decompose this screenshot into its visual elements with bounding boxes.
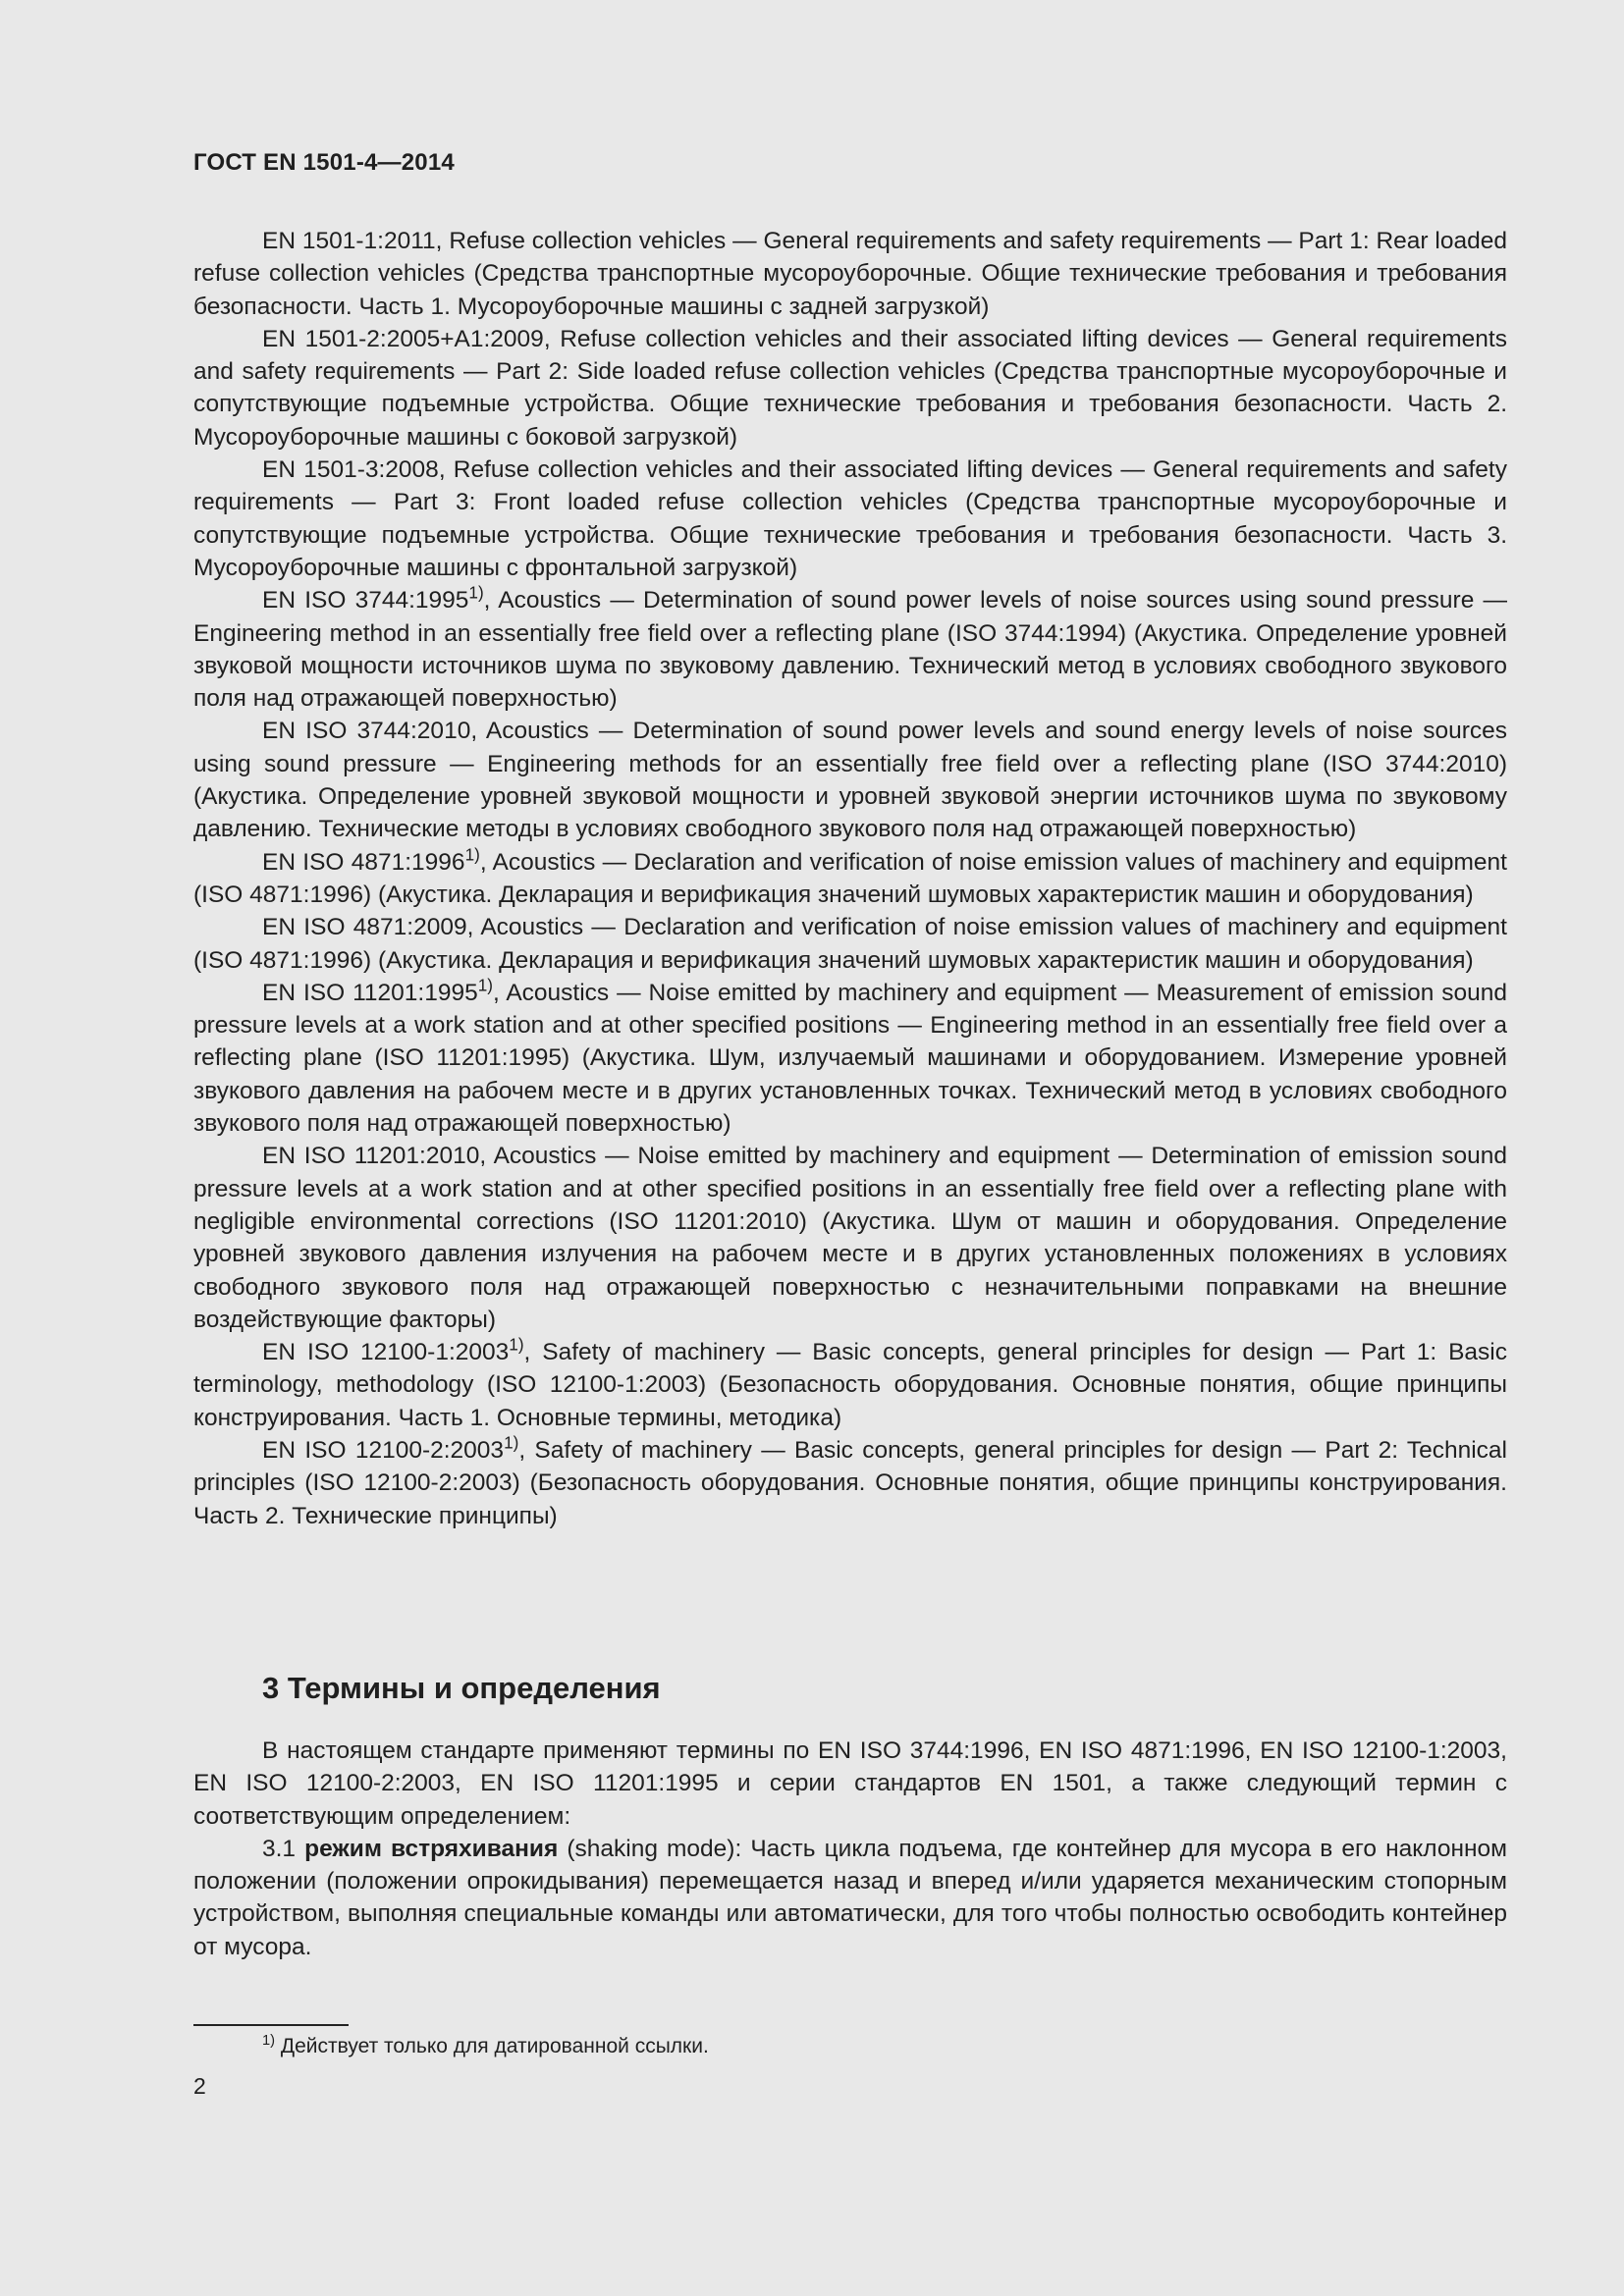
term-text: (shaking mode): Часть цикла подъема, где контейнер для мусора в его наклонном положении (положении опрокидывания) перемещается назад и вперед и/или ударяется механическим стопорным устройством, выполняя специальные команды или автоматически, для того чтобы полностью освободить контейнер от мусора. (193, 1835, 1507, 1960)
standard-header: ГОСТ EN 1501-4—2014 (193, 149, 455, 176)
terms-intro: В настоящем стандарте применяют термины по EN ISO 3744:1996, EN ISO 4871:1996, EN ISO 12100-1:2003, EN ISO 12100-2:2003, EN ISO 11201:1995 и серии стандартов EN 1501, а также следующий термин с соответствующим определением: (193, 1737, 1507, 1830)
section-heading: 3 Термины и определения (262, 1671, 661, 1705)
footnote-marker: 1) (262, 2032, 276, 2049)
footnote-marker: 1) (468, 582, 484, 603)
page-number: 2 (193, 2073, 206, 2099)
reference-entry: EN ISO 11201:2010, Acoustics — Noise emitted by machinery and equipment — Determination of emission sound pressure levels at a work station and at other specified positions in an essentially free field over a reflecting plane with negligible environmental corrections (ISO 11201:2010) (Акустика. Шум от машин и оборудования. Определение уровней звукового давления излучения на рабочем месте и в других установленных положениях в условиях свободного звукового поля над отражающей поверхностью с незначительными поправками на внешние воздействующие факторы) (193, 1143, 1507, 1333)
footnote-text: Действует только для датированной ссылки. (275, 2035, 709, 2057)
footnote-marker: 1) (509, 1334, 524, 1355)
reference-entry: EN ISO 12100-1:2003$^{1)}$, Safety of machinery — Basic concepts, general principles for design — Part 1: Basic terminology, methodology (ISO 12100-1:2003) (Безопасность оборудования. Основные понятия, общие принципы конструирования. Часть 1. Основные термины, методика) (193, 1334, 1507, 1431)
reference-entry: EN ISO 12100-2:2003$^{1)}$, Safety of machinery — Basic concepts, general principles for design — Part 2: Technical principles (ISO 12100-2:2003) (Безопасность оборудования. Основные понятия, общие принципы конструирования. Часть 2. Технические принципы) (193, 1432, 1508, 1529)
footnote-marker: 1) (504, 1432, 519, 1453)
reference-entry: EN ISO 4871:1996$^{1)}$, Acoustics — Declaration and verification of noise emission values of machinery and equipment (ISO 4871:1996) (Акустика. Декларация и верификация значений шумовых характеристик машин и оборудования) (193, 844, 1507, 908)
normative-references (193, 225, 1507, 1532)
reference-entry: EN ISO 11201:1995$^{1)}$, Acoustics — Noise emitted by machinery and equipment — Measurement of emission sound pressure levels at a work station and at other specified positions — Engineering method in an essentially free field over a reflecting plane (ISO 11201:1995) (Акустика. Шум, излучаемый машинами и оборудованием. Измерение уровней звукового давления на рабочем месте и в других установленных точках. Технический метод в условиях свободного звукового поля над отражающей поверхностью) (193, 975, 1507, 1138)
reference-entry: EN 1501-1:2011, Refuse collection vehicles — General requirements and safety requirements — Part 1: Rear loaded refuse collection vehicles (Средства транспортные мусороуборочные. Общие технические требования и требования безопасности. Часть 1. Мусороуборочные машины с задней загрузкой) (193, 228, 1507, 320)
footnote-marker: 1) (477, 975, 493, 995)
reference-entry: EN ISO 3744:1995$^{1)}$, Acoustics — Determination of sound power levels of noise sources using sound pressure — Engineering method in an essentially free field over a reflecting plane (ISO 3744:1994) (Акустика. Определение уровней звуковой мощности источников шума по звуковому давлению. Технический метод в условиях свободного звукового поля над отражающей поверхностью) (193, 582, 1508, 713)
footnote (262, 2032, 709, 2061)
terms-section (193, 1735, 1507, 1963)
reference-entry: EN ISO 3744:2010, Acoustics — Determination of sound power levels and sound energy levels of noise sources using sound pressure — Engineering methods for an essentially free field over a reflecting plane (ISO 3744:2010) (Акустика. Определение уровней звуковой мощности и уровней звуковой энергии источников шума по звуковому давлению. Технические методы в условиях свободного звукового поля над отражающей поверхностью) (193, 718, 1507, 843)
footnote-divider (193, 2024, 349, 2026)
term-definition (193, 1833, 1507, 1963)
term-name: режим встряхивания (304, 1835, 559, 1862)
footnote-marker: 1) (464, 844, 480, 865)
term-number: 3.1 (262, 1835, 305, 1862)
reference-entry: EN 1501-2:2005+A1:2009, Refuse collection vehicles and their associated lifting devices — General requirements and safety requirements — Part 2: Side loaded refuse collection vehicles (Средства транспортные мусороуборочные и сопутствующие подъемные устройства. Общие технические требования и требования безопасности. Часть 2. Мусороуборочные машины с боковой загрузкой) (193, 325, 1507, 451)
reference-entry: EN ISO 4871:2009, Acoustics — Declaration and verification of noise emission values of machinery and equipment (ISO 4871:1996) (Акустика. Декларация и верификация значений шумовых характеристик машин и оборудования) (193, 914, 1507, 974)
reference-entry: EN 1501-3:2008, Refuse collection vehicles and their associated lifting devices — General requirements and safety requirements — Part 3: Front loaded refuse collection vehicles (Средства транспортные мусороуборочные и сопутствующие подъемные устройства. Общие технические требования и требования безопасности. Часть 3. Мусороуборочные машины с фронтальной загрузкой) (193, 456, 1507, 581)
